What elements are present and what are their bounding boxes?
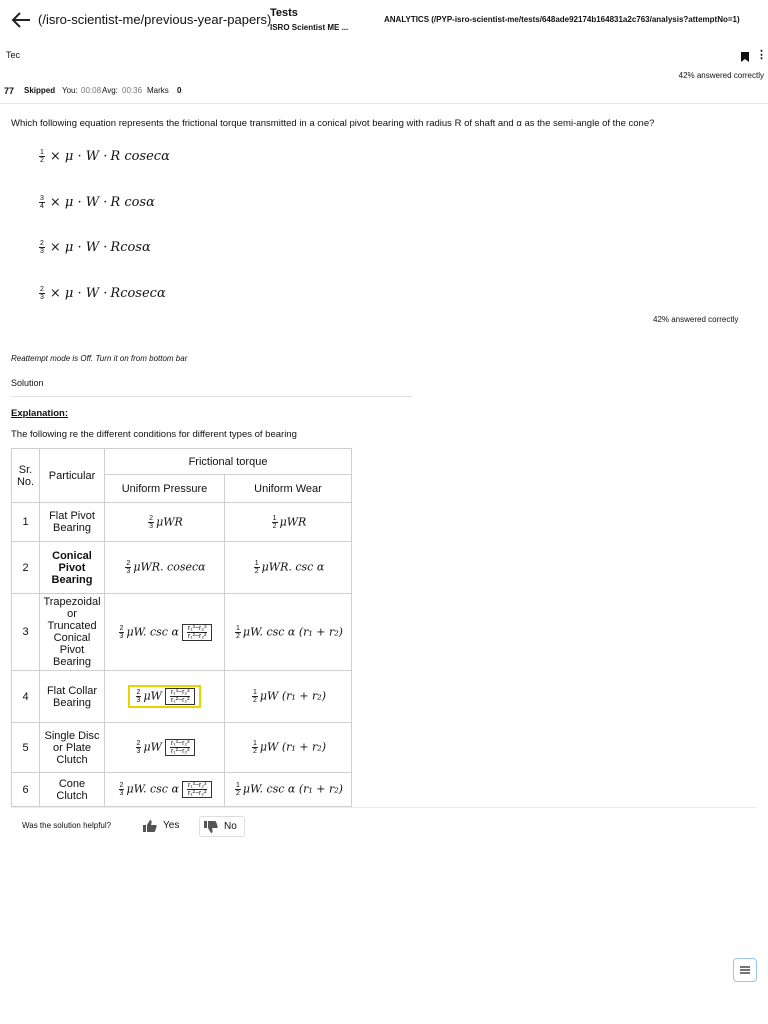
header-sr: Sr. No. <box>12 449 40 503</box>
option-1[interactable] <box>37 149 170 164</box>
option-fraction: $\frac{2}{3}$ <box>40 286 44 301</box>
sr-cell: 3 <box>12 594 40 671</box>
tests-title: Tests <box>270 7 298 19</box>
particular-cell: Cone Clutch <box>40 773 105 807</box>
header-uniform-pressure: Uniform Pressure <box>105 475 225 503</box>
avg-label: Avg: <box>102 86 118 95</box>
solution-label: Solution <box>11 378 44 388</box>
bearing-table <box>11 448 352 807</box>
test-name: ISRO Scientist ME ... <box>270 23 349 32</box>
option-expr: R cosα <box>110 195 155 210</box>
header-frictional-torque: Frictional torque <box>105 449 352 475</box>
you-time: 00:08 <box>81 86 102 95</box>
particular-cell: Flat Pivot Bearing <box>40 503 105 542</box>
header-uniform-wear: Uniform Wear <box>225 475 352 503</box>
answered-correctly-top: 42% answered correctly <box>678 71 764 80</box>
marks-value: 0 <box>177 86 182 95</box>
highlight-box: $\frac{2}{3}$ μW $\frac{\text{r₁³−r₂³}}{\text{r₁²−r₂²}}$ <box>128 685 202 708</box>
uniform-pressure-cell: $\frac{2}{3}$ μWR <box>105 503 225 542</box>
thumbs-down-icon <box>204 821 218 833</box>
yes-label: Yes <box>163 820 180 831</box>
option-expr: R cosecα <box>110 149 170 164</box>
marks-label: Marks <box>147 86 169 95</box>
you-label: You: <box>62 86 78 95</box>
option-mu-w: × μ · W · <box>49 195 108 210</box>
status-badge: Skipped <box>24 86 56 95</box>
particular-cell: Conical Pivot Bearing <box>40 542 105 594</box>
arrow-left-icon <box>10 10 32 30</box>
uniform-pressure-cell: $\frac{2}{3}$ μW $\frac{\text{r₁³−r₂³}}{\text{r₁²−r₂²}}$ <box>105 723 225 773</box>
option-3[interactable] <box>37 240 151 255</box>
particular-cell: Flat Collar Bearing <box>40 671 105 723</box>
sr-cell: 5 <box>12 723 40 773</box>
table-row <box>12 594 352 671</box>
option-expr: Rcosecα <box>110 286 166 301</box>
explanation-heading: Explanation: <box>11 408 69 419</box>
uniform-wear-cell: $\frac{1}{2}$ μW (r₁ + r₂) <box>225 671 352 723</box>
uniform-pressure-cell: $\frac{2}{3}$ μWR. cosecα <box>105 542 225 594</box>
option-fraction: $\frac{3}{4}$ <box>40 195 44 210</box>
table-row <box>12 723 352 773</box>
explanation-intro: The following re the different conditions for different types of bearing <box>11 429 297 440</box>
no-button[interactable] <box>199 816 245 837</box>
no-label: No <box>224 821 237 832</box>
back-button[interactable] <box>10 10 32 30</box>
option-2[interactable] <box>37 195 155 210</box>
uniform-pressure-cell <box>105 671 225 723</box>
yes-button[interactable] <box>143 816 190 835</box>
uniform-wear-cell: $\frac{1}{2}$ μW. csc α (r₁ + r₂) <box>225 594 352 671</box>
uniform-wear-cell: $\frac{1}{2}$ μWR. csc α <box>225 542 352 594</box>
particular-cell: Trapezoidal or Truncated Conical Pivot Bearing <box>40 594 105 671</box>
option-fraction: $\frac{2}{3}$ <box>40 240 44 255</box>
thumbs-up-icon <box>143 820 157 832</box>
back-link[interactable]: (/isro-scientist-me/previous-year-papers) <box>38 12 272 27</box>
table-row <box>12 542 352 594</box>
header-particular: Particular <box>40 449 105 503</box>
option-fraction: $\frac{1}{2}$ <box>40 149 44 164</box>
sr-cell: 1 <box>12 503 40 542</box>
solution-divider <box>11 396 412 397</box>
question-text: Which following equation represents the frictional torque transmitted in a conical pivot bearing with radius R of shaft and α as the semi-angle of the cone? <box>11 118 655 129</box>
answered-correctly-bottom: 42% answered correctly <box>653 315 739 324</box>
stats-bar <box>0 81 768 104</box>
option-mu-w: × μ · W · <box>49 149 108 164</box>
uniform-wear-cell: $\frac{1}{2}$ μW (r₁ + r₂) <box>225 723 352 773</box>
more-options-icon[interactable]: ⋮ <box>756 49 767 61</box>
uniform-pressure-cell: $\frac{2}{3}$ μW. csc α $\frac{\text{r₁³−r₂³}}{\text{r₁²−r₂²}}$ <box>105 594 225 671</box>
table-row <box>12 773 352 807</box>
table-row <box>12 671 352 723</box>
table-row <box>12 503 352 542</box>
hamburger-icon <box>740 966 750 974</box>
feedback-question: Was the solution helpful? <box>22 821 112 830</box>
analytics-link[interactable]: ANALYTICS (/PYP-isro-scientist-me/tests/648ade92174b164831a2c763/analysis?attemptNo=1) <box>384 15 740 24</box>
uniform-wear-cell: $\frac{1}{2}$ μW. csc α (r₁ + r₂) <box>225 773 352 807</box>
avg-time: 00:36 <box>122 86 143 95</box>
section-label: Tec <box>6 50 21 60</box>
sr-cell: 2 <box>12 542 40 594</box>
option-4[interactable] <box>37 286 166 301</box>
uniform-pressure-cell: $\frac{2}{3}$ μW. csc α $\frac{\text{r₁³−r₂³}}{\text{r₁²−r₂²}}$ <box>105 773 225 807</box>
reattempt-note: Reattempt mode is Off. Turn it on from bottom bar <box>11 354 188 363</box>
option-mu-w: × μ · W · <box>49 240 108 255</box>
option-expr: Rcosα <box>110 240 151 255</box>
sr-cell: 4 <box>12 671 40 723</box>
floating-menu-button[interactable] <box>733 958 757 982</box>
question-number: 77 <box>4 86 15 96</box>
sr-cell: 6 <box>12 773 40 807</box>
uniform-wear-cell: $\frac{1}{2}$ μWR <box>225 503 352 542</box>
bookmark-icon[interactable] <box>741 49 749 67</box>
option-mu-w: × μ · W · <box>49 286 108 301</box>
bottom-divider <box>11 807 757 808</box>
particular-cell: Single Disc or Plate Clutch <box>40 723 105 773</box>
